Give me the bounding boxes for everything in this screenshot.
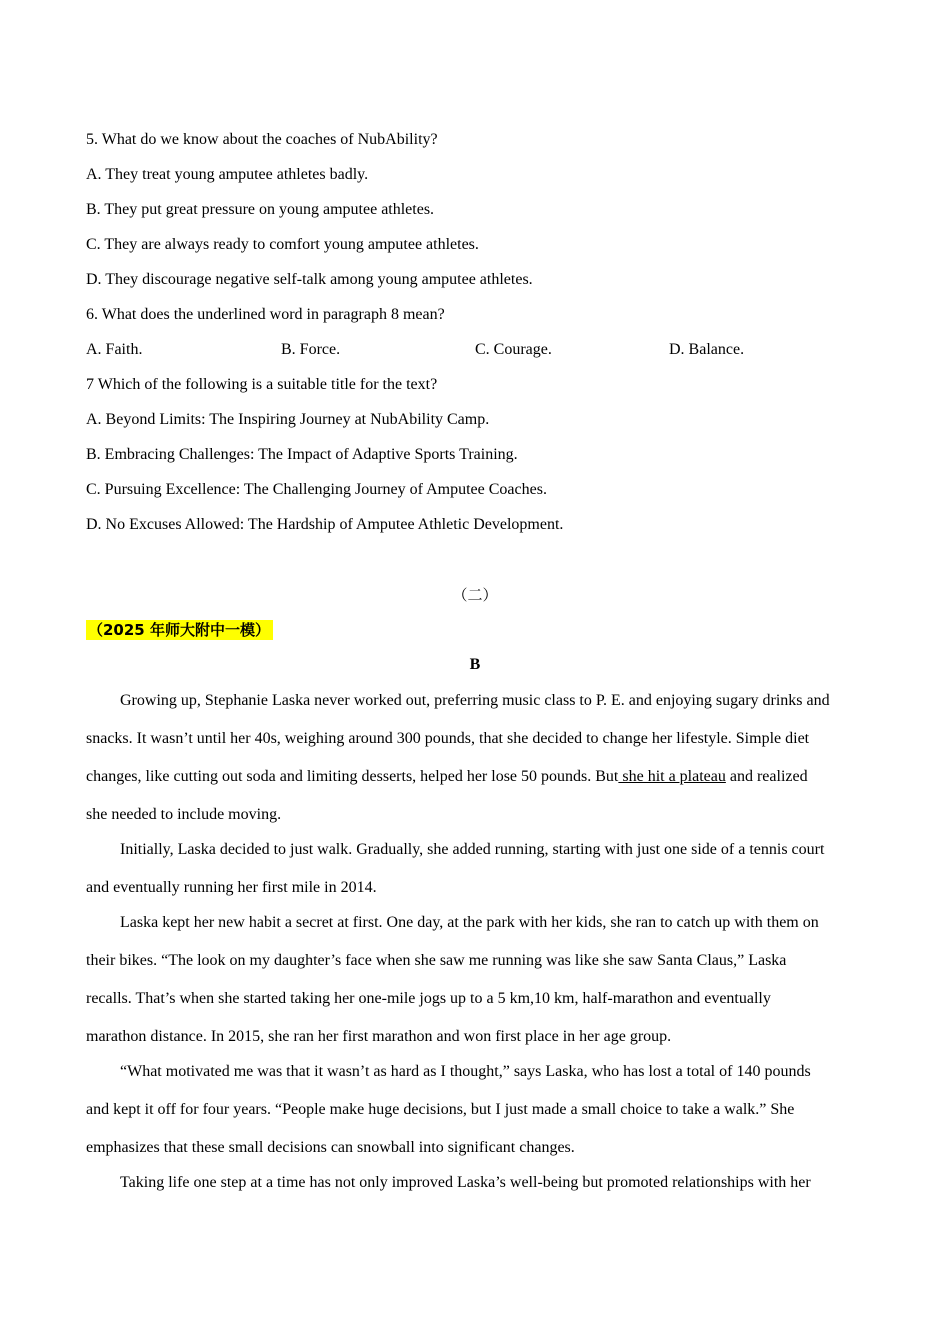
passage-p1-line-3-tail: and realized — [725, 768, 808, 785]
passage-p3-line-4: marathon distance. In 2015, she ran her first marathon and won first place in her age group. — [86, 1028, 672, 1045]
underlined-phrase: she hit a plateau — [618, 768, 726, 785]
question-5-option-d: D. They discourage negative self-talk among young amputee athletes. — [86, 271, 533, 288]
question-5-option-b: B. They put great pressure on young amputee athletes. — [86, 201, 435, 218]
question-7-option-a: A. Beyond Limits: The Inspiring Journey at NubAbility Camp. — [86, 411, 490, 428]
passage-p5-line-1: Taking life one step at a time has not only improved Laska’s well-being but promoted relationships with her — [120, 1174, 811, 1191]
passage-p1-line-3 — [86, 767, 866, 787]
question-6-option-d: D. Balance. — [669, 341, 745, 358]
passage-p4-line-1: “What motivated me was that it wasn’t as hard as I thought,” says Laska, who has lost a total of 140 pounds — [120, 1063, 811, 1080]
passage-p4-line-2: and kept it off for four years. “People make huge decisions, but I just made a small choice to take a walk.” She — [86, 1101, 795, 1118]
source-tag-highlight: （2025 年师大附中一模） — [86, 620, 273, 640]
question-7-option-d: D. No Excuses Allowed: The Hardship of Amputee Athletic Development. — [86, 516, 564, 533]
question-7-option-c: C. Pursuing Excellence: The Challenging Journey of Amputee Coaches. — [86, 481, 547, 498]
question-6-option-c: C. Courage. — [475, 341, 552, 358]
passage-p1-line-1: Growing up, Stephanie Laska never worked out, preferring music class to P. E. and enjoying sugary drinks and — [120, 692, 830, 709]
passage-p2-line-2: and eventually running her first mile in 2014. — [86, 879, 377, 896]
passage-p2-line-1: Initially, Laska decided to just walk. Gradually, she added running, starting with just one side of a tennis court — [120, 841, 825, 858]
question-7-stem: 7 Which of the following is a suitable title for the text? — [86, 376, 438, 393]
passage-p3-line-1: Laska kept her new habit a secret at first. One day, at the park with her kids, she ran to catch up with them on — [120, 914, 819, 931]
question-6-option-a: A. Faith. — [86, 341, 143, 358]
question-6-stem: 6. What does the underlined word in paragraph 8 mean? — [86, 306, 445, 323]
passage-p1-line-2: snacks. It wasn’t until her 40s, weighing around 300 pounds, that she decided to change her lifestyle. Simple diet — [86, 730, 810, 747]
passage-p1-line-3-text: changes, like cutting out soda and limiting desserts, helped her lose 50 pounds. But — [86, 768, 619, 785]
question-5-stem: 5. What do we know about the coaches of NubAbility? — [86, 131, 438, 148]
passage-p4-line-3: emphasizes that these small decisions can snowball into significant changes. — [86, 1139, 575, 1156]
section-number: （二） — [452, 586, 498, 604]
passage-letter: B — [469, 656, 481, 673]
passage-p3-line-2: their bikes. “The look on my daughter’s face when she saw me running was like she saw Santa Claus,” Laska — [86, 952, 787, 969]
question-6-option-b: B. Force. — [281, 341, 341, 358]
question-5-option-a: A. They treat young amputee athletes badly. — [86, 166, 369, 183]
question-5-option-c: C. They are always ready to comfort young amputee athletes. — [86, 236, 479, 253]
passage-p1-line-4: she needed to include moving. — [86, 806, 282, 823]
question-7-option-b: B. Embracing Challenges: The Impact of Adaptive Sports Training. — [86, 446, 518, 463]
passage-p3-line-3: recalls. That’s when she started taking her one-mile jogs up to a 5 km,10 km, half-marathon and eventually — [86, 990, 771, 1007]
